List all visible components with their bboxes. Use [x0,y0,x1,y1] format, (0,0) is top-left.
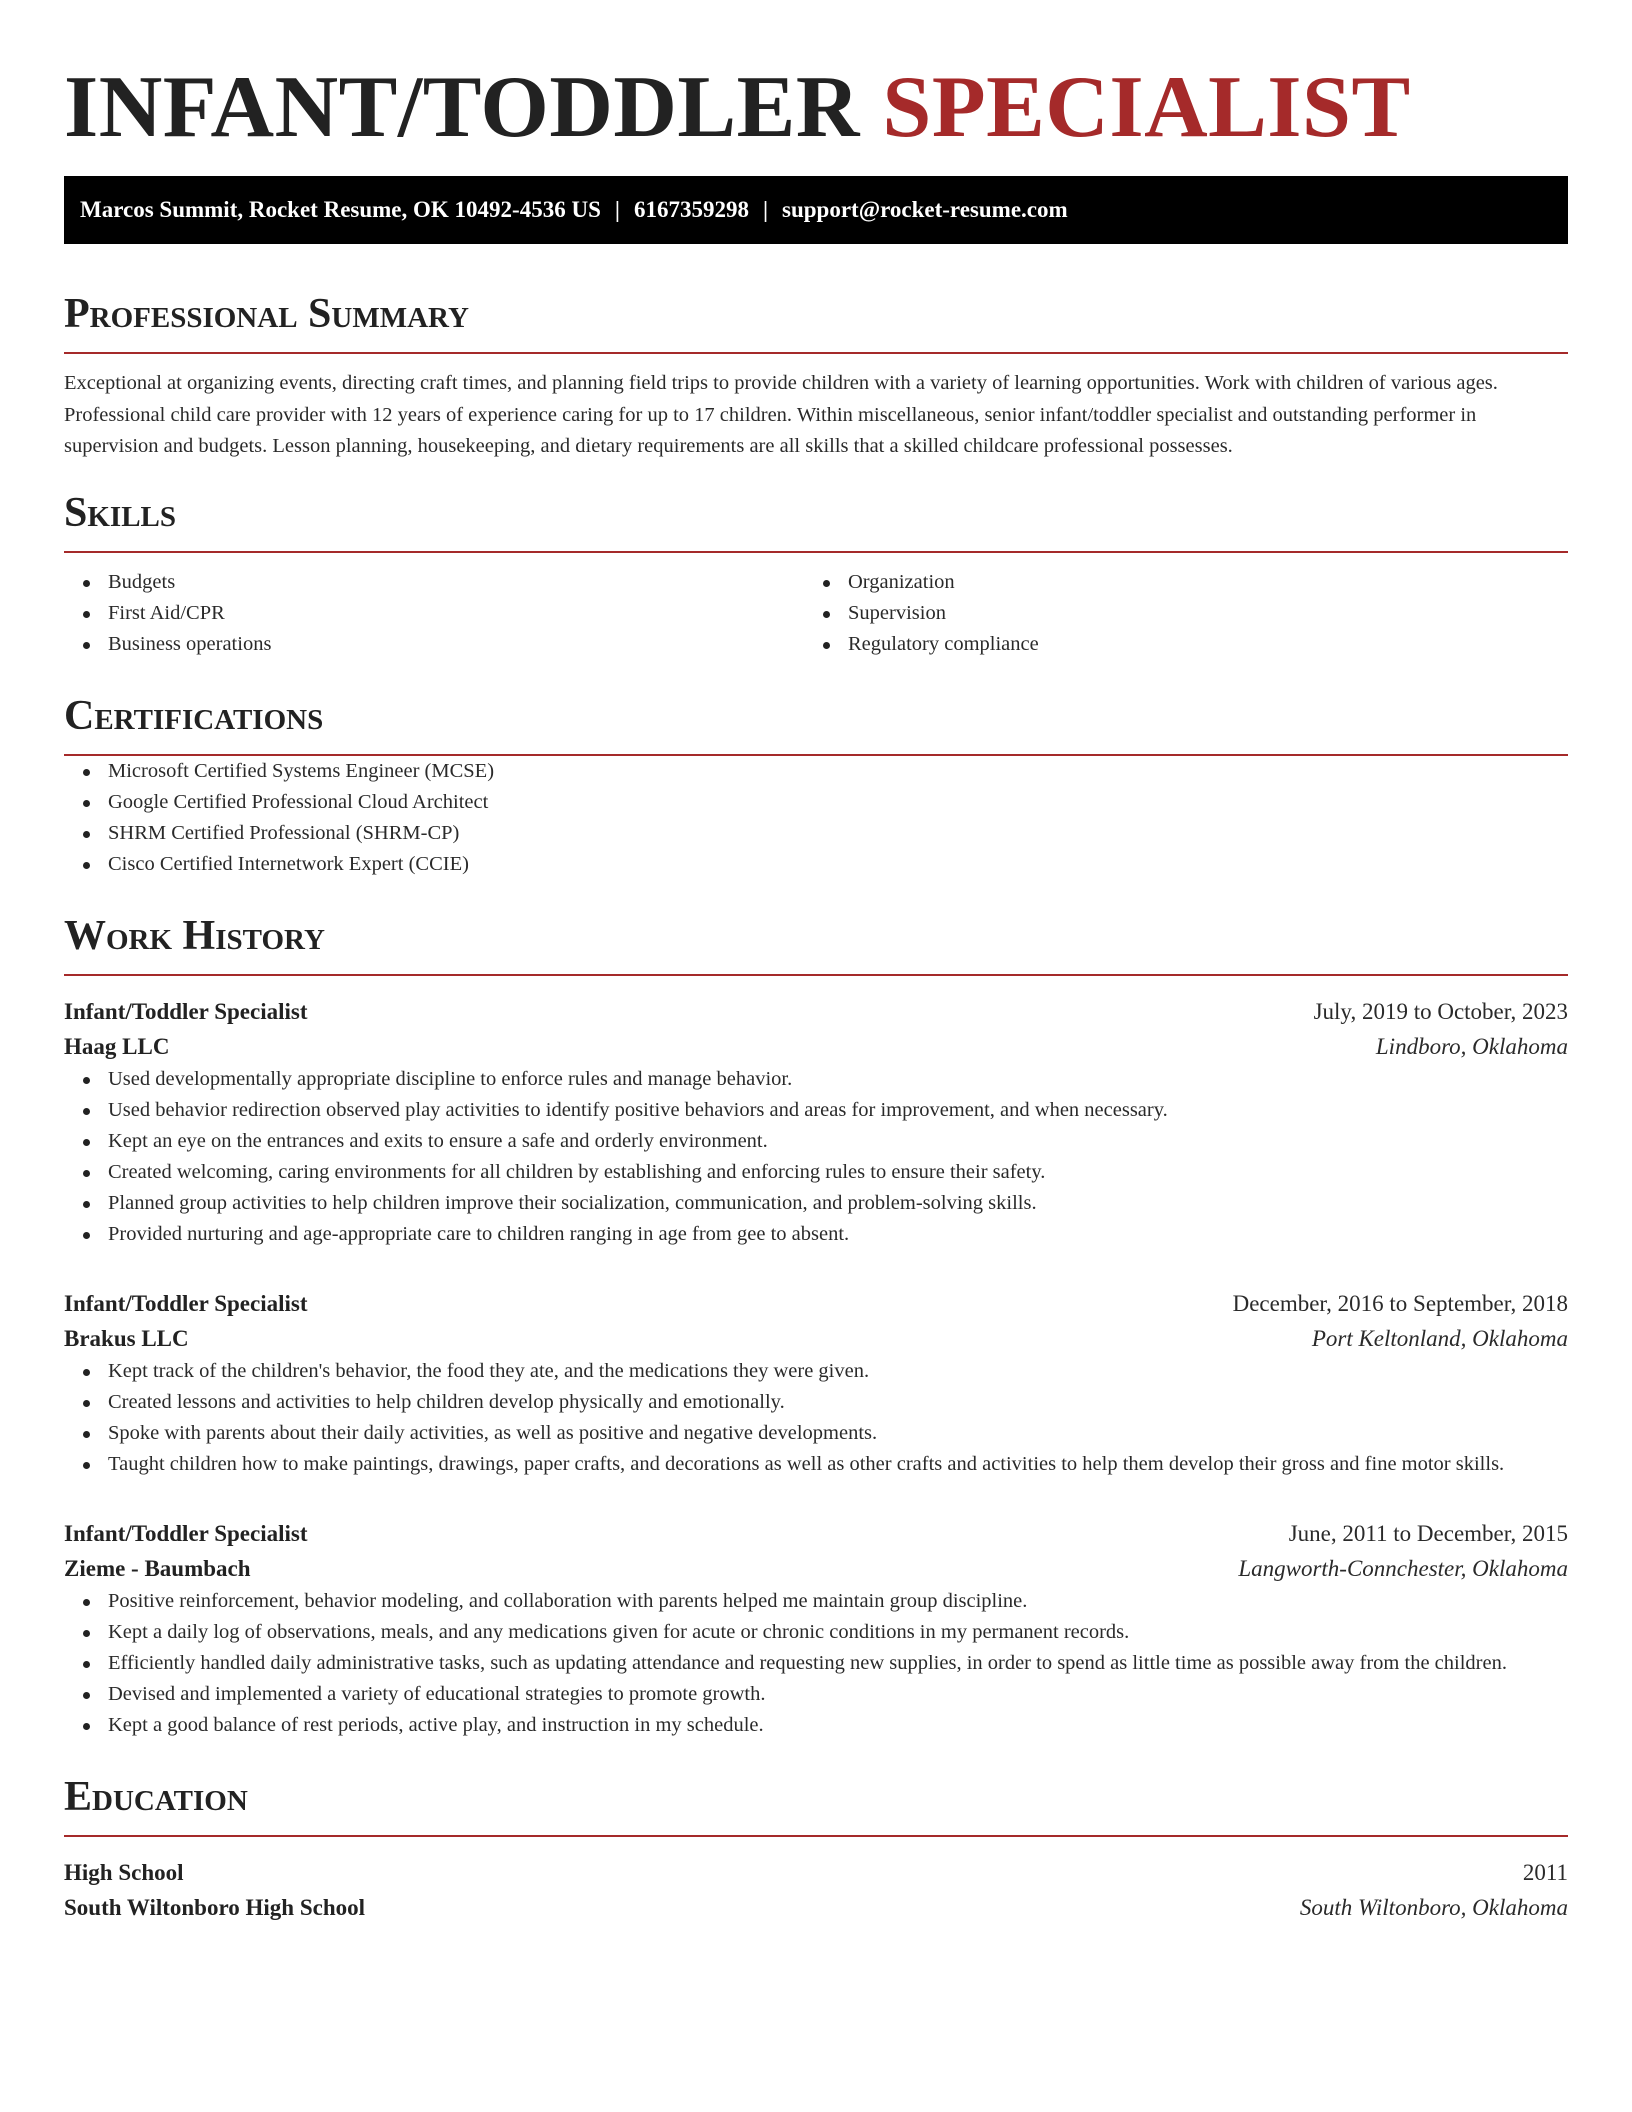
job-company: Haag LLC [64,1033,170,1059]
skill-item: Business operations [64,629,804,660]
job-dates: June, 2011 to December, 2015 [1288,1520,1568,1546]
job-location: Lindboro, Oklahoma [1375,1033,1568,1059]
job-bullet: Efficiently handled daily administrative tasks, such as updating attendance and requesting new supplies, in order to spend as little time as possible away from the children. [64,1648,1568,1679]
summary-heading: Professional Summary [64,288,1568,354]
certifications-section [64,690,1568,880]
education-location: South Wiltonboro, Oklahoma [1299,1894,1568,1920]
job-bullet: Taught children how to make paintings, drawings, paper crafts, and decorations as well as other crafts and activities to help them develop their gross and fine motor skills. [64,1449,1568,1480]
job-bullet: Created lessons and activities to help children develop physically and emotionally. [64,1387,1568,1418]
job-company: Zieme - Baumbach [64,1555,251,1581]
job-entry [64,994,1568,1250]
job-dates: July, 2019 to October, 2023 [1313,998,1568,1024]
job-company: Brakus LLC [64,1325,189,1351]
summary-text: Exceptional at organizing events, directing craft times, and planning field trips to provide children with a variety of learning opportunities. Work with children of various ages. Professional child care provider with 12 years of experience caring for up to 17 children. Within miscellaneous, senior infant/toddler specialist and outstanding performer in supervision and budgets. Lesson planning, housekeeping, and dietary requirements are all skills that a skilled childcare professional possesses. [64,372,1498,457]
job-bullet: Created welcoming, caring environments for all children by establishing and enforcing rules to ensure their safety. [64,1157,1568,1188]
job-location: Port Keltonland, Oklahoma [1311,1325,1568,1351]
resume-title [64,0,1568,160]
skill-item: Budgets [64,567,804,598]
skill-item: First Aid/CPR [64,598,804,629]
job-title: Infant/Toddler Specialist [64,1520,308,1546]
job-title: Infant/Toddler Specialist [64,998,308,1024]
education-school: South Wiltonboro High School [64,1894,366,1920]
education-entry [64,1855,1568,1925]
job-bullet: Provided nurturing and age-appropriate care to children ranging in age from gee to absent. [64,1219,1568,1250]
job-bullet: Planned group activities to help children improve their socialization, communication, and problem-solving skills. [64,1188,1568,1219]
skills-list-right [804,567,1544,660]
job-bullet: Kept a daily log of observations, meals, and any medications given for acute or chronic conditions in my permanent records. [64,1617,1568,1648]
job-bullet: Used behavior redirection observed play activities to identify positive behaviors and areas for improvement, and when necessary. [64,1095,1568,1126]
title-main: INFANT/TODDLER [64,59,860,156]
contact-separator: | [614,197,620,222]
job-location: Langworth-Connchester, Oklahoma [1238,1555,1568,1581]
job-header-row [64,1286,1568,1321]
work-history-section [64,910,1568,1741]
skills-column-left [64,567,804,660]
job-company-row [64,1029,1568,1064]
contact-bar [64,176,1568,244]
skills-list-left [64,567,804,660]
job-bullet: Spoke with parents about their daily activities, as well as positive and negative developments. [64,1418,1568,1449]
job-header-row [64,994,1568,1029]
skills-grid [64,567,1568,660]
job-company-row [64,1551,1568,1586]
skills-heading: Skills [64,487,1568,553]
job-entry [64,1286,1568,1480]
job-bullet: Kept track of the children's behavior, the food they ate, and the medications they were given. [64,1356,1568,1387]
job-bullet: Kept an eye on the entrances and exits to ensure a safe and orderly environment. [64,1126,1568,1157]
job-bullet: Used developmentally appropriate discipline to enforce rules and manage behavior. [64,1064,1568,1095]
contact-address: Marcos Summit, Rocket Resume, OK 10492-4536 US [80,197,601,222]
work-history-heading: Work History [64,910,1568,976]
job-header-row [64,1516,1568,1551]
job-bullet: Positive reinforcement, behavior modeling, and collaboration with parents helped me maintain group discipline. [64,1586,1568,1617]
education-year: 2011 [1522,1859,1568,1885]
certification-item: Google Certified Professional Cloud Architect [64,787,1568,818]
job-bullets [64,1064,1568,1250]
certification-item: SHRM Certified Professional (SHRM-CP) [64,818,1568,849]
skill-item: Regulatory compliance [804,629,1544,660]
job-bullet: Devised and implemented a variety of educational strategies to promote growth. [64,1679,1568,1710]
summary-section [64,288,1568,463]
contact-email: support@rocket-resume.com [782,197,1068,222]
certifications-list [64,756,1568,880]
education-school-row [64,1890,1568,1925]
education-degree-row [64,1855,1568,1890]
job-dates: December, 2016 to September, 2018 [1232,1290,1568,1316]
certifications-heading: Certifications [64,690,1568,756]
job-bullet: Kept a good balance of rest periods, active play, and instruction in my schedule. [64,1710,1568,1741]
skill-item: Organization [804,567,1544,598]
skills-section [64,487,1568,660]
contact-separator: | [762,197,769,222]
skills-column-right [804,567,1544,660]
certification-item: Microsoft Certified Systems Engineer (MCSE) [64,756,1568,787]
contact-phone: 6167359298 [633,197,749,222]
education-degree: High School [64,1859,184,1885]
job-entry [64,1516,1568,1741]
job-title: Infant/Toddler Specialist [64,1290,308,1316]
education-heading: Education [64,1771,1568,1837]
job-bullets [64,1586,1568,1741]
education-section [64,1771,1568,1925]
certification-item: Cisco Certified Internetwork Expert (CCIE) [64,849,1568,880]
title-accent: SPECIALIST [882,59,1411,156]
job-bullets [64,1356,1568,1480]
job-company-row [64,1321,1568,1356]
skill-item: Supervision [804,598,1544,629]
